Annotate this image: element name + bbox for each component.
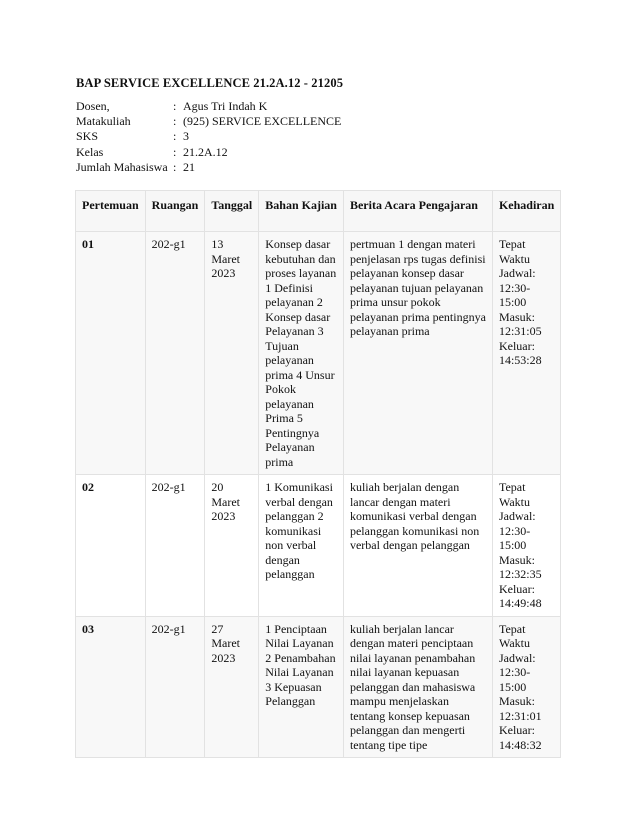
info-value: (925) SERVICE EXCELLENCE	[183, 114, 342, 129]
table-header-row	[76, 191, 561, 232]
course-info	[76, 99, 341, 175]
table-row	[76, 616, 561, 758]
cell-bahan-kajian: 1 Penciptaan Nilai Layanan 2 Penambahan Nilai Layanan 3 Kepuasan Pelanggan	[259, 616, 344, 758]
info-row-sks	[76, 129, 341, 144]
info-separator: :	[173, 144, 177, 159]
cell-kehadiran: Tepat Waktu Jadwal: 12:30-15:00 Masuk: 12:31:05 Keluar: 14:53:28	[492, 232, 560, 475]
header-tanggal: Tanggal	[205, 191, 259, 232]
cell-berita-acara: kuliah berjalan lancar dengan materi penciptaan nilai layanan penambahan nilai layanan kepuasan pelanggan dan mahasiswa mampu menjelaskan tentang konsep kepuasan pelanggan dan mengerti tentang tipe tipe	[343, 616, 492, 758]
table-row	[76, 232, 561, 475]
info-separator: :	[173, 99, 177, 113]
info-label: Dosen,	[76, 99, 110, 113]
info-label: Matakuliah	[76, 114, 131, 129]
document-title: BAP SERVICE EXCELLENCE 21.2A.12 - 21205	[76, 76, 344, 90]
cell-bahan-kajian: Konsep dasar kebutuhan dan proses layanan 1 Definisi pelayanan 2 Konsep dasar Pelayanan 3 Tujuan pelayanan prima 4 Unsur Pokok pelayanan Prima 5 Pentingnya Pelayanan prima	[259, 232, 344, 475]
info-separator: :	[173, 114, 177, 129]
cell-kehadiran: Tepat Waktu Jadwal: 12:30-15:00 Masuk: 12:32:35 Keluar: 14:49:48	[492, 475, 560, 617]
cell-kehadiran: Tepat Waktu Jadwal: 12:30-15:00 Masuk: 12:31:01 Keluar: 14:48:32	[492, 616, 560, 758]
cell-tanggal: 27 Maret 2023	[205, 616, 259, 758]
cell-pertemuan: 02	[76, 475, 146, 617]
cell-pertemuan: 03	[76, 616, 146, 758]
info-separator: :	[173, 129, 177, 144]
cell-berita-acara: pertmuan 1 dengan materi penjelasan rps tugas definisi pelayanan konsep dasar pelayanan tujuan pelayanan prima unsur pokok pelayanan prima pentingnya pelayanan prima	[343, 232, 492, 475]
cell-tanggal: 20 Maret 2023	[205, 475, 259, 617]
info-value: 21.2A.12	[183, 144, 228, 159]
cell-ruangan: 202-g1	[145, 616, 205, 758]
cell-ruangan: 202-g1	[145, 232, 205, 475]
info-row-kelas	[76, 145, 341, 160]
info-label: Kelas	[76, 144, 104, 159]
info-value: 21	[183, 159, 195, 174]
header-ruangan: Ruangan	[145, 191, 205, 232]
header-bahan-kajian: Bahan Kajian	[259, 191, 344, 232]
info-value: 3	[183, 129, 189, 144]
cell-tanggal: 13 Maret 2023	[205, 232, 259, 475]
info-row-jumlah-mahasiswa	[76, 160, 341, 175]
cell-ruangan: 202-g1	[145, 475, 205, 617]
header-berita-acara: Berita Acara Pengajaran	[343, 191, 492, 232]
info-row-matakuliah	[76, 114, 341, 129]
info-row-dosen	[76, 99, 341, 114]
cell-berita-acara: kuliah berjalan dengan lancar dengan materi komunikasi verbal dengan pelanggan komunikasi non verbal dengan pelanggan	[343, 475, 492, 617]
info-label: Jumlah Mahasiswa	[76, 159, 168, 174]
cell-bahan-kajian: 1 Komunikasi verbal dengan pelanggan 2 komunikasi non verbal dengan pelanggan	[259, 475, 344, 617]
header-pertemuan: Pertemuan	[76, 191, 146, 232]
info-separator: :	[173, 159, 177, 174]
attendance-table	[75, 190, 561, 758]
info-label: SKS	[76, 129, 99, 144]
cell-pertemuan: 01	[76, 232, 146, 475]
info-value: Agus Tri Indah K	[183, 99, 268, 113]
header-kehadiran: Kehadiran	[492, 191, 560, 232]
table-row	[76, 475, 561, 617]
